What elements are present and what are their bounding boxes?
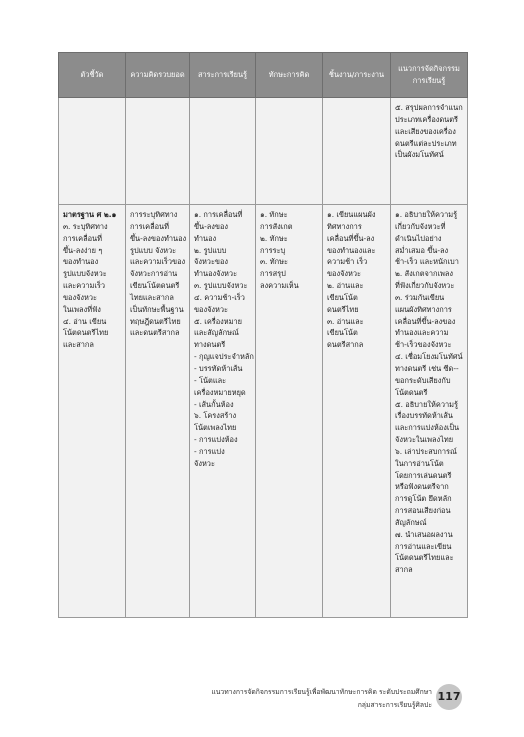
cell-list <box>256 205 323 618</box>
cell-list <box>391 98 468 205</box>
cell-line: และสากล <box>63 340 94 350</box>
cell-line: ของจังหวะ <box>194 304 229 314</box>
cell-line: เกี่ยวกับจังหวะที่ <box>395 221 446 231</box>
cell-line: ๑. เขียนแผนผัง <box>327 210 376 219</box>
cell-line: เขียนโน้ต <box>327 328 358 338</box>
cell-line: ในการอ่านโน้ต <box>395 458 444 468</box>
cell-line: การระบุทิศทาง <box>130 210 178 219</box>
cell-line: ๒. รูปแบบ <box>194 245 227 255</box>
cell-line: ทำนองและความ <box>395 328 449 338</box>
cell-line: ไทยและสากล <box>130 292 174 302</box>
cell-line: และความเร็วของ <box>130 257 186 267</box>
cell-line: - กุญแจประจำหลัก <box>194 352 254 362</box>
cell-line: ดำเนินไปอย่าง <box>395 233 442 243</box>
header-thinking-skill: ทักษะการคิด <box>256 53 323 98</box>
cell-line: ๔. อ่าน เขียน <box>63 316 107 326</box>
cell-line: - การแบ่ง <box>194 446 225 456</box>
cell-line: การเคลื่อนที่ <box>130 221 169 231</box>
cell-line: และความเร็ว <box>63 281 106 291</box>
cell-line: ๗. นำเสนอผลงาน <box>395 529 453 539</box>
cell-line: แผนผังทิศทางการ <box>395 304 452 314</box>
cell-line: ทำนอง <box>194 233 217 243</box>
cell-line: เคลื่อนที่ขึ้น-ลง <box>327 233 375 243</box>
cell-line: - โน้ตและ <box>194 375 227 385</box>
cell-line: ของทำนอง <box>63 257 99 267</box>
cell-line: ๒. ทักษะ <box>260 233 288 243</box>
cell-line: จังหวะการอ่าน <box>130 269 178 279</box>
cell-line: การระบุ <box>260 245 286 255</box>
cell-line: โน้ตดนตรีไทยและ <box>395 553 454 563</box>
cell-line: การอ่านและเขียน <box>395 541 452 551</box>
cell-list <box>323 205 391 618</box>
cell-line: จังหวะของ <box>194 257 229 267</box>
cell-line: ในเพลงที่ฟัง <box>63 304 101 314</box>
cell-line: การดูโน้ต ยึดหลัก <box>395 494 452 504</box>
cell-line: ขึ้น-ลงของทำนอง <box>130 233 187 243</box>
cell-line: จังหวะ <box>194 458 215 468</box>
cell-line: ของทำนองและ <box>327 245 376 255</box>
cell-line: เรื่องบรรทัดห้าเส้น <box>395 411 453 421</box>
cell-line: ทางดนตรี เช่น ซีด-- <box>395 363 459 373</box>
cell-line: ๓. ทักษะ <box>260 257 288 267</box>
cell-line: รูปแบบ จังหวะ <box>130 245 177 255</box>
cell-line: ๓. รูปแบบจังหวะ <box>194 281 248 291</box>
header-activity: แนวการจัดกิจกรรมการเรียนรู้ <box>391 53 468 98</box>
cell-line: ที่ฟังเกี่ยวกับจังหวะ <box>395 281 455 291</box>
cell-line: ทิศทางการ <box>327 221 362 231</box>
cell-line: โน้ตเพลงไทย <box>194 423 237 433</box>
cell-line: เป็นผังมโนทัศน์ <box>395 150 444 160</box>
cell-line: ขึ้น-ลงของ <box>194 221 229 231</box>
cell-line: ๓. ร่วมกันเขียน <box>395 292 445 302</box>
cell-line: หรือฟังดนตรีจาก <box>395 482 449 492</box>
cell-line: เขียนโน้ตดนตรี <box>130 281 180 291</box>
table-row <box>59 98 468 205</box>
cell-line: และการแบ่งห้องเป็น <box>395 423 460 433</box>
cell-line: ดนตรีแต่ละประเภท <box>395 138 457 148</box>
cell-line: - เส้นกั้นห้อง <box>194 399 234 409</box>
cell-line: โน้ตดนตรี <box>395 387 428 397</box>
cell-line: การสังเกต <box>260 221 293 231</box>
cell-line: การเคลื่อนที่ <box>63 233 102 243</box>
page-number: 117 <box>436 684 462 710</box>
cell-line: ดนตรีไทย <box>327 304 359 314</box>
cell-line: สากล <box>395 565 413 575</box>
cell-line: ๔. ความช้า-เร็ว <box>194 292 245 302</box>
cell-line: - บรรทัดห้าเส้น <box>194 363 243 373</box>
cell-list <box>126 205 190 618</box>
cell-line: เขียนโน้ต <box>327 292 358 302</box>
cell-line: ๕. สรุปผลการจำแนก <box>395 103 463 112</box>
cell-list <box>391 205 468 618</box>
table-header-row <box>59 53 468 98</box>
cell-line: ๕. เครื่องหมาย <box>194 316 243 326</box>
cell-line: รูปแบบจังหวะ <box>63 269 107 279</box>
cell-line: ๑. อธิบายให้ความรู้ <box>395 210 458 219</box>
curriculum-table <box>58 52 468 618</box>
cell-line: ช้า-เร็วของจังหวะ <box>395 340 452 350</box>
cell-line: ขึ้น-ลงง่าย ๆ <box>63 245 103 255</box>
header-concept: ความคิดรวบยอด <box>126 53 190 98</box>
cell-line: เป็นทักษะพื้นฐาน <box>130 304 184 314</box>
cell-list <box>190 205 256 618</box>
cell-line: และสัญลักษณ์ <box>194 328 239 338</box>
header-indicator: ตัวชี้วัด <box>59 53 126 98</box>
cell-line: ของจังหวะ <box>63 292 98 302</box>
cell-line: ๑. การเคลื่อนที่ <box>194 210 243 219</box>
cell-line: ๒. อ่านและ <box>327 281 364 291</box>
cell-line: ขอกระดับเสียงกับ <box>395 375 451 385</box>
cell-line: ทางดนตรี <box>194 340 226 350</box>
cell-line: สัญลักษณ์ <box>395 517 427 527</box>
table-row <box>59 205 468 618</box>
standard-title: มาตรฐาน ศ ๒.๑ <box>63 210 117 219</box>
footer-subject: กลุ่มสาระการเรียนรู้ศิลปะ <box>357 701 432 709</box>
cell-line: ความช้า เร็ว <box>327 257 368 267</box>
cell-line: ๔. เชื่อมโยงมโนทัศน์ <box>395 352 463 362</box>
cell-line: ของจังหวะ <box>327 269 362 279</box>
cell-line: ๑. ทักษะ <box>260 210 288 219</box>
cell-line: โดยการเล่นดนตรี <box>395 470 452 480</box>
cell-line: ช้า-เร็ว และหนักเบา <box>395 257 459 267</box>
cell-line: สม่ำเสมอ ขึ้น-ลง <box>395 245 449 255</box>
cell-line: และเสียงของเครื่อง <box>395 126 456 136</box>
cell-line: ๖. โครงสร้าง <box>194 411 237 421</box>
cell-line: ดนตรีสากล <box>327 340 364 350</box>
cell-line: ๓. อ่านและ <box>327 316 364 326</box>
cell-line: ๖. เล่าประสบการณ์ <box>395 446 457 456</box>
cell-line: ๓. ระบุทิศทาง <box>63 221 108 231</box>
cell-indicator <box>59 205 126 618</box>
cell-line: เคลื่อนที่ขึ้น-ลงของ <box>395 316 456 326</box>
cell-line: โน้ตดนตรีไทย <box>63 328 109 338</box>
cell-line: การสรุป <box>260 269 286 279</box>
header-content: สาระการเรียนรู้ <box>190 53 256 98</box>
cell-line: ทำนองจังหวะ <box>194 269 238 279</box>
cell-line: จังหวะในเพลงไทย <box>395 435 454 445</box>
cell-line: ๕. อธิบายให้ความรู้ <box>395 399 458 409</box>
footer-book-title: แนวทางการจัดกิจกรรมการเรียนรู้เพื่อพัฒนาทักษะการคิด ระดับประถมศึกษา <box>211 688 432 696</box>
cell-line: ลงความเห็น <box>260 281 299 291</box>
cell-line: เครื่องหมายหยุด <box>194 387 246 397</box>
cell-line: - การแบ่งห้อง <box>194 435 238 445</box>
cell-line: การสอนเสียงก่อน <box>395 506 451 516</box>
header-task: ชิ้นงาน/ภาระงาน <box>323 53 391 98</box>
cell-line: ประเภทเครื่องดนตรี <box>395 114 459 124</box>
cell-line: ทฤษฎีดนตรีไทย <box>130 316 181 326</box>
cell-line: และดนตรีสากล <box>130 328 180 338</box>
cell-line: ๒. สังเกตจากเพลง <box>395 269 453 279</box>
